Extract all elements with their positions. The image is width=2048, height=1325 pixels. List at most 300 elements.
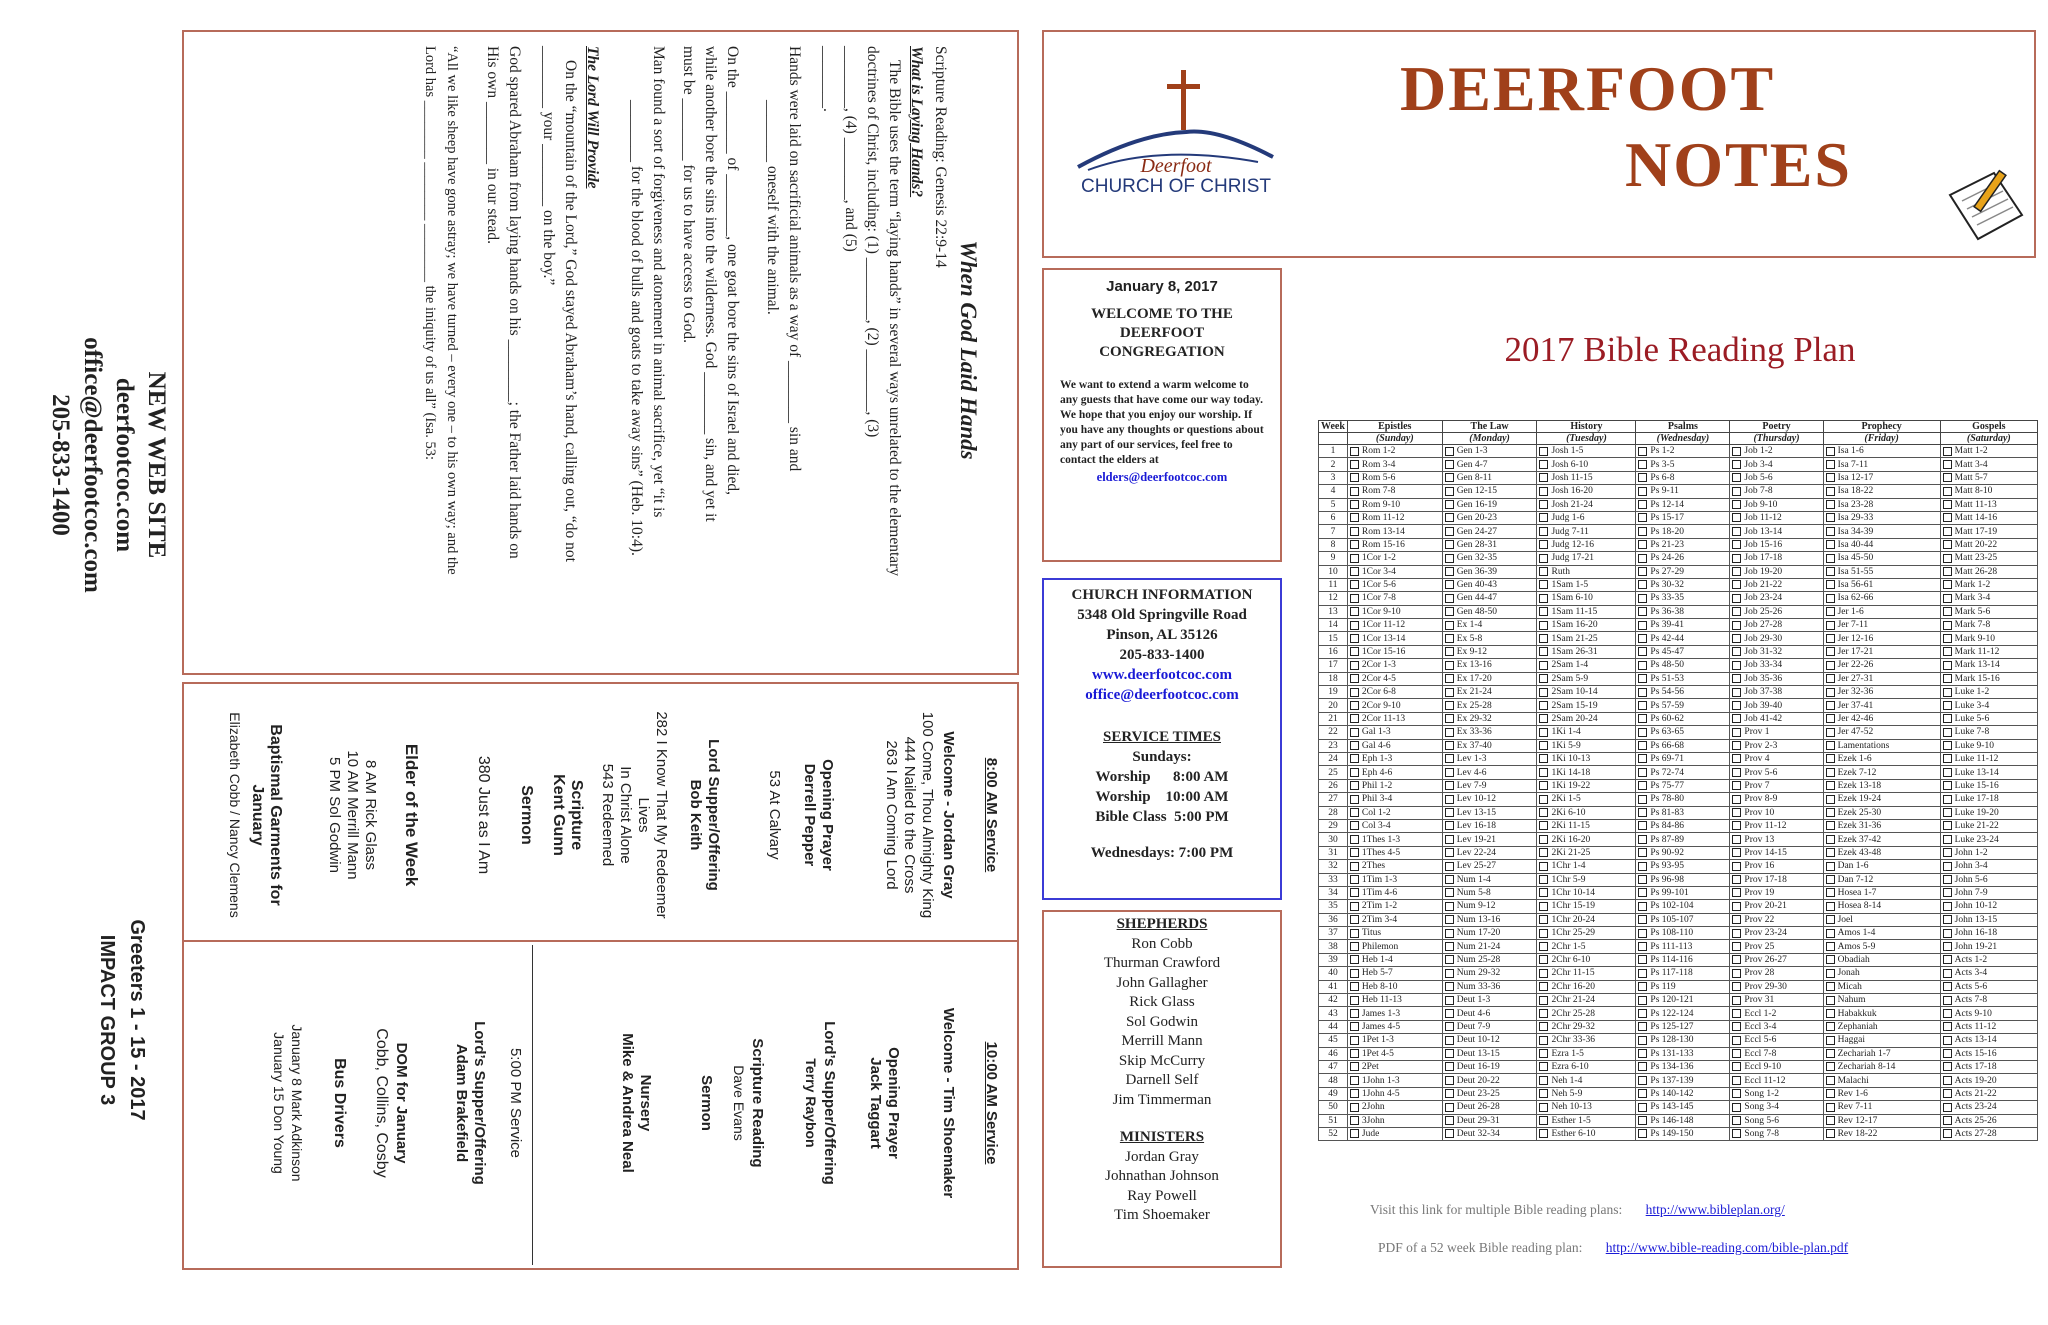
checkbox-icon[interactable]	[1943, 1129, 1952, 1138]
checkbox-icon[interactable]	[1732, 808, 1741, 817]
checkbox-icon[interactable]	[1350, 473, 1359, 482]
checkbox-icon[interactable]	[1638, 567, 1647, 576]
checkbox-icon[interactable]	[1826, 661, 1835, 670]
checkbox-icon[interactable]	[1826, 540, 1835, 549]
checkbox-icon[interactable]	[1539, 1103, 1548, 1112]
checkbox-icon[interactable]	[1445, 607, 1454, 616]
checkbox-icon[interactable]	[1445, 500, 1454, 509]
checkbox-icon[interactable]	[1350, 1062, 1359, 1071]
checkbox-icon[interactable]	[1638, 701, 1647, 710]
checkbox-icon[interactable]	[1826, 473, 1835, 482]
checkbox-icon[interactable]	[1943, 942, 1952, 951]
checkbox-icon[interactable]	[1943, 754, 1952, 763]
checkbox-icon[interactable]	[1732, 1009, 1741, 1018]
checkbox-icon[interactable]	[1445, 580, 1454, 589]
checkbox-icon[interactable]	[1943, 996, 1952, 1005]
checkbox-icon[interactable]	[1826, 1103, 1835, 1112]
checkbox-icon[interactable]	[1445, 473, 1454, 482]
checkbox-icon[interactable]	[1445, 1009, 1454, 1018]
checkbox-icon[interactable]	[1539, 1022, 1548, 1031]
checkbox-icon[interactable]	[1732, 955, 1741, 964]
checkbox-icon[interactable]	[1732, 540, 1741, 549]
checkbox-icon[interactable]	[1943, 808, 1952, 817]
checkbox-icon[interactable]	[1732, 795, 1741, 804]
checkbox-icon[interactable]	[1445, 835, 1454, 844]
checkbox-icon[interactable]	[1445, 1049, 1454, 1058]
checkbox-icon[interactable]	[1732, 741, 1741, 750]
checkbox-icon[interactable]	[1943, 902, 1952, 911]
checkbox-icon[interactable]	[1638, 580, 1647, 589]
checkbox-icon[interactable]	[1539, 513, 1548, 522]
info-email[interactable]: office@deerfootcoc.com	[1085, 687, 1239, 703]
checkbox-icon[interactable]	[1943, 634, 1952, 643]
checkbox-icon[interactable]	[1732, 500, 1741, 509]
checkbox-icon[interactable]	[1732, 1049, 1741, 1058]
checkbox-icon[interactable]	[1350, 688, 1359, 697]
checkbox-icon[interactable]	[1638, 862, 1647, 871]
checkbox-icon[interactable]	[1539, 955, 1548, 964]
checkbox-icon[interactable]	[1350, 1049, 1359, 1058]
checkbox-icon[interactable]	[1350, 554, 1359, 563]
checkbox-icon[interactable]	[1445, 741, 1454, 750]
checkbox-icon[interactable]	[1826, 513, 1835, 522]
checkbox-icon[interactable]	[1350, 527, 1359, 536]
checkbox-icon[interactable]	[1350, 835, 1359, 844]
checkbox-icon[interactable]	[1539, 768, 1548, 777]
checkbox-icon[interactable]	[1943, 513, 1952, 522]
checkbox-icon[interactable]	[1943, 594, 1952, 603]
checkbox-icon[interactable]	[1539, 835, 1548, 844]
checkbox-icon[interactable]	[1350, 607, 1359, 616]
checkbox-icon[interactable]	[1826, 835, 1835, 844]
checkbox-icon[interactable]	[1445, 567, 1454, 576]
checkbox-icon[interactable]	[1539, 647, 1548, 656]
checkbox-icon[interactable]	[1826, 580, 1835, 589]
checkbox-icon[interactable]	[1350, 781, 1359, 790]
checkbox-icon[interactable]	[1638, 621, 1647, 630]
checkbox-icon[interactable]	[1732, 1089, 1741, 1098]
checkbox-icon[interactable]	[1732, 929, 1741, 938]
checkbox-icon[interactable]	[1943, 1036, 1952, 1045]
checkbox-icon[interactable]	[1350, 540, 1359, 549]
checkbox-icon[interactable]	[1943, 527, 1952, 536]
checkbox-icon[interactable]	[1445, 688, 1454, 697]
checkbox-icon[interactable]	[1539, 929, 1548, 938]
checkbox-icon[interactable]	[1732, 821, 1741, 830]
checkbox-icon[interactable]	[1943, 621, 1952, 630]
checkbox-icon[interactable]	[1826, 554, 1835, 563]
checkbox-icon[interactable]	[1826, 996, 1835, 1005]
checkbox-icon[interactable]	[1943, 862, 1952, 871]
checkbox-icon[interactable]	[1943, 848, 1952, 857]
checkbox-icon[interactable]	[1732, 915, 1741, 924]
checkbox-icon[interactable]	[1445, 701, 1454, 710]
checkbox-icon[interactable]	[1539, 567, 1548, 576]
checkbox-icon[interactable]	[1445, 460, 1454, 469]
checkbox-icon[interactable]	[1826, 1089, 1835, 1098]
checkbox-icon[interactable]	[1943, 888, 1952, 897]
checkbox-icon[interactable]	[1826, 460, 1835, 469]
checkbox-icon[interactable]	[1638, 1076, 1647, 1085]
checkbox-icon[interactable]	[1732, 607, 1741, 616]
checkbox-icon[interactable]	[1539, 674, 1548, 683]
checkbox-icon[interactable]	[1732, 594, 1741, 603]
checkbox-icon[interactable]	[1943, 955, 1952, 964]
checkbox-icon[interactable]	[1943, 728, 1952, 737]
checkbox-icon[interactable]	[1350, 487, 1359, 496]
checkbox-icon[interactable]	[1445, 1076, 1454, 1085]
checkbox-icon[interactable]	[1826, 1049, 1835, 1058]
checkbox-icon[interactable]	[1445, 808, 1454, 817]
checkbox-icon[interactable]	[1638, 741, 1647, 750]
checkbox-icon[interactable]	[1638, 1062, 1647, 1071]
checkbox-icon[interactable]	[1350, 942, 1359, 951]
checkbox-icon[interactable]	[1445, 487, 1454, 496]
checkbox-icon[interactable]	[1445, 982, 1454, 991]
checkbox-icon[interactable]	[1350, 741, 1359, 750]
checkbox-icon[interactable]	[1943, 915, 1952, 924]
checkbox-icon[interactable]	[1445, 513, 1454, 522]
checkbox-icon[interactable]	[1638, 728, 1647, 737]
checkbox-icon[interactable]	[1539, 1116, 1548, 1125]
checkbox-icon[interactable]	[1638, 754, 1647, 763]
checkbox-icon[interactable]	[1943, 875, 1952, 884]
checkbox-icon[interactable]	[1826, 821, 1835, 830]
checkbox-icon[interactable]	[1445, 795, 1454, 804]
checkbox-icon[interactable]	[1638, 1036, 1647, 1045]
checkbox-icon[interactable]	[1350, 955, 1359, 964]
checkbox-icon[interactable]	[1638, 768, 1647, 777]
checkbox-icon[interactable]	[1732, 754, 1741, 763]
checkbox-icon[interactable]	[1732, 768, 1741, 777]
checkbox-icon[interactable]	[1638, 848, 1647, 857]
checkbox-icon[interactable]	[1445, 1089, 1454, 1098]
checkbox-icon[interactable]	[1732, 1062, 1741, 1071]
checkbox-icon[interactable]	[1539, 621, 1548, 630]
checkbox-icon[interactable]	[1943, 1022, 1952, 1031]
checkbox-icon[interactable]	[1445, 996, 1454, 1005]
checkbox-icon[interactable]	[1350, 460, 1359, 469]
checkbox-icon[interactable]	[1638, 661, 1647, 670]
checkbox-icon[interactable]	[1732, 888, 1741, 897]
checkbox-icon[interactable]	[1539, 795, 1548, 804]
checkbox-icon[interactable]	[1638, 929, 1647, 938]
checkbox-icon[interactable]	[1638, 554, 1647, 563]
checkbox-icon[interactable]	[1539, 487, 1548, 496]
checkbox-icon[interactable]	[1445, 661, 1454, 670]
checkbox-icon[interactable]	[1445, 969, 1454, 978]
checkbox-icon[interactable]	[1826, 1076, 1835, 1085]
checkbox-icon[interactable]	[1539, 821, 1548, 830]
checkbox-icon[interactable]	[1732, 1116, 1741, 1125]
checkbox-icon[interactable]	[1826, 848, 1835, 857]
checkbox-icon[interactable]	[1826, 862, 1835, 871]
checkbox-icon[interactable]	[1826, 942, 1835, 951]
checkbox-icon[interactable]	[1826, 1036, 1835, 1045]
checkbox-icon[interactable]	[1638, 688, 1647, 697]
checkbox-icon[interactable]	[1732, 647, 1741, 656]
checkbox-icon[interactable]	[1539, 741, 1548, 750]
checkbox-icon[interactable]	[1445, 714, 1454, 723]
checkbox-icon[interactable]	[1350, 661, 1359, 670]
checkbox-icon[interactable]	[1350, 768, 1359, 777]
checkbox-icon[interactable]	[1445, 554, 1454, 563]
checkbox-icon[interactable]	[1638, 473, 1647, 482]
checkbox-icon[interactable]	[1638, 1089, 1647, 1098]
checkbox-icon[interactable]	[1638, 902, 1647, 911]
checkbox-icon[interactable]	[1943, 580, 1952, 589]
checkbox-icon[interactable]	[1826, 567, 1835, 576]
checkbox-icon[interactable]	[1943, 647, 1952, 656]
checkbox-icon[interactable]	[1826, 500, 1835, 509]
checkbox-icon[interactable]	[1638, 714, 1647, 723]
checkbox-icon[interactable]	[1539, 634, 1548, 643]
checkbox-icon[interactable]	[1732, 1076, 1741, 1085]
checkbox-icon[interactable]	[1732, 661, 1741, 670]
checkbox-icon[interactable]	[1943, 460, 1952, 469]
checkbox-icon[interactable]	[1638, 647, 1647, 656]
checkbox-icon[interactable]	[1350, 821, 1359, 830]
checkbox-icon[interactable]	[1732, 701, 1741, 710]
checkbox-icon[interactable]	[1943, 567, 1952, 576]
checkbox-icon[interactable]	[1539, 875, 1548, 884]
checkbox-icon[interactable]	[1445, 647, 1454, 656]
checkbox-icon[interactable]	[1732, 580, 1741, 589]
checkbox-icon[interactable]	[1638, 1129, 1647, 1138]
checkbox-icon[interactable]	[1445, 888, 1454, 897]
checkbox-icon[interactable]	[1350, 754, 1359, 763]
checkbox-icon[interactable]	[1539, 1036, 1548, 1045]
checkbox-icon[interactable]	[1539, 902, 1548, 911]
checkbox-icon[interactable]	[1732, 902, 1741, 911]
checkbox-icon[interactable]	[1732, 473, 1741, 482]
checkbox-icon[interactable]	[1539, 500, 1548, 509]
checkbox-icon[interactable]	[1826, 688, 1835, 697]
checkbox-icon[interactable]	[1350, 701, 1359, 710]
checkbox-icon[interactable]	[1539, 473, 1548, 482]
checkbox-icon[interactable]	[1943, 821, 1952, 830]
checkbox-icon[interactable]	[1539, 915, 1548, 924]
checkbox-icon[interactable]	[1943, 1049, 1952, 1058]
checkbox-icon[interactable]	[1445, 781, 1454, 790]
checkbox-icon[interactable]	[1732, 835, 1741, 844]
checkbox-icon[interactable]	[1943, 447, 1952, 456]
checkbox-icon[interactable]	[1943, 661, 1952, 670]
checkbox-icon[interactable]	[1826, 795, 1835, 804]
checkbox-icon[interactable]	[1539, 982, 1548, 991]
checkbox-icon[interactable]	[1445, 1116, 1454, 1125]
checkbox-icon[interactable]	[1350, 728, 1359, 737]
checkbox-icon[interactable]	[1943, 1103, 1952, 1112]
checkbox-icon[interactable]	[1638, 594, 1647, 603]
checkbox-icon[interactable]	[1732, 674, 1741, 683]
checkbox-icon[interactable]	[1732, 527, 1741, 536]
checkbox-icon[interactable]	[1943, 1062, 1952, 1071]
checkbox-icon[interactable]	[1350, 1089, 1359, 1098]
checkbox-icon[interactable]	[1826, 955, 1835, 964]
checkbox-icon[interactable]	[1539, 862, 1548, 871]
checkbox-icon[interactable]	[1943, 554, 1952, 563]
checkbox-icon[interactable]	[1445, 902, 1454, 911]
checkbox-icon[interactable]	[1943, 982, 1952, 991]
checkbox-icon[interactable]	[1350, 982, 1359, 991]
checkbox-icon[interactable]	[1638, 955, 1647, 964]
checkbox-icon[interactable]	[1826, 1116, 1835, 1125]
checkbox-icon[interactable]	[1350, 674, 1359, 683]
checkbox-icon[interactable]	[1943, 781, 1952, 790]
checkbox-icon[interactable]	[1826, 621, 1835, 630]
checkbox-icon[interactable]	[1943, 835, 1952, 844]
checkbox-icon[interactable]	[1350, 915, 1359, 924]
checkbox-icon[interactable]	[1638, 487, 1647, 496]
checkbox-icon[interactable]	[1732, 969, 1741, 978]
checkbox-icon[interactable]	[1350, 969, 1359, 978]
checkbox-icon[interactable]	[1445, 1129, 1454, 1138]
checkbox-icon[interactable]	[1350, 1103, 1359, 1112]
checkbox-icon[interactable]	[1539, 942, 1548, 951]
checkbox-icon[interactable]	[1826, 594, 1835, 603]
checkbox-icon[interactable]	[1826, 527, 1835, 536]
checkbox-icon[interactable]	[1445, 527, 1454, 536]
checkbox-icon[interactable]	[1350, 1009, 1359, 1018]
checkbox-icon[interactable]	[1539, 969, 1548, 978]
checkbox-icon[interactable]	[1826, 634, 1835, 643]
checkbox-icon[interactable]	[1350, 1076, 1359, 1085]
checkbox-icon[interactable]	[1539, 1076, 1548, 1085]
checkbox-icon[interactable]	[1350, 447, 1359, 456]
checkbox-icon[interactable]	[1539, 1049, 1548, 1058]
checkbox-icon[interactable]	[1732, 1103, 1741, 1112]
checkbox-icon[interactable]	[1943, 1076, 1952, 1085]
checkbox-icon[interactable]	[1826, 1129, 1835, 1138]
checkbox-icon[interactable]	[1539, 540, 1548, 549]
checkbox-icon[interactable]	[1350, 567, 1359, 576]
checkbox-icon[interactable]	[1445, 955, 1454, 964]
checkbox-icon[interactable]	[1539, 1062, 1548, 1071]
checkbox-icon[interactable]	[1732, 1036, 1741, 1045]
checkbox-icon[interactable]	[1826, 714, 1835, 723]
checkbox-icon[interactable]	[1638, 781, 1647, 790]
checkbox-icon[interactable]	[1638, 888, 1647, 897]
checkbox-icon[interactable]	[1539, 781, 1548, 790]
checkbox-icon[interactable]	[1445, 594, 1454, 603]
checkbox-icon[interactable]	[1826, 915, 1835, 924]
checkbox-icon[interactable]	[1638, 447, 1647, 456]
checkbox-icon[interactable]	[1539, 688, 1548, 697]
checkbox-icon[interactable]	[1350, 647, 1359, 656]
checkbox-icon[interactable]	[1826, 607, 1835, 616]
checkbox-icon[interactable]	[1826, 888, 1835, 897]
checkbox-icon[interactable]	[1732, 875, 1741, 884]
checkbox-icon[interactable]	[1943, 795, 1952, 804]
checkbox-icon[interactable]	[1943, 1009, 1952, 1018]
checkbox-icon[interactable]	[1445, 1062, 1454, 1071]
checkbox-icon[interactable]	[1943, 487, 1952, 496]
checkbox-icon[interactable]	[1350, 621, 1359, 630]
checkbox-icon[interactable]	[1826, 487, 1835, 496]
checkbox-icon[interactable]	[1539, 1129, 1548, 1138]
checkbox-icon[interactable]	[1638, 996, 1647, 1005]
checkbox-icon[interactable]	[1638, 808, 1647, 817]
checkbox-icon[interactable]	[1445, 674, 1454, 683]
checkbox-icon[interactable]	[1943, 969, 1952, 978]
checkbox-icon[interactable]	[1638, 513, 1647, 522]
checkbox-icon[interactable]	[1445, 821, 1454, 830]
checkbox-icon[interactable]	[1539, 554, 1548, 563]
checkbox-icon[interactable]	[1539, 661, 1548, 670]
checkbox-icon[interactable]	[1350, 1036, 1359, 1045]
checkbox-icon[interactable]	[1732, 460, 1741, 469]
checkbox-icon[interactable]	[1826, 1022, 1835, 1031]
checkbox-icon[interactable]	[1638, 1049, 1647, 1058]
checkbox-icon[interactable]	[1445, 754, 1454, 763]
checkbox-icon[interactable]	[1826, 1009, 1835, 1018]
checkbox-icon[interactable]	[1539, 728, 1548, 737]
checkbox-icon[interactable]	[1539, 607, 1548, 616]
checkbox-icon[interactable]	[1826, 982, 1835, 991]
checkbox-icon[interactable]	[1638, 942, 1647, 951]
checkbox-icon[interactable]	[1638, 1022, 1647, 1031]
checkbox-icon[interactable]	[1445, 634, 1454, 643]
checkbox-icon[interactable]	[1826, 808, 1835, 817]
checkbox-icon[interactable]	[1638, 1009, 1647, 1018]
checkbox-icon[interactable]	[1732, 567, 1741, 576]
checkbox-icon[interactable]	[1539, 460, 1548, 469]
checkbox-icon[interactable]	[1350, 1022, 1359, 1031]
checkbox-icon[interactable]	[1826, 781, 1835, 790]
checkbox-icon[interactable]	[1445, 848, 1454, 857]
checkbox-icon[interactable]	[1638, 460, 1647, 469]
checkbox-icon[interactable]	[1732, 848, 1741, 857]
checkbox-icon[interactable]	[1732, 1129, 1741, 1138]
checkbox-icon[interactable]	[1539, 594, 1548, 603]
checkbox-icon[interactable]	[1350, 580, 1359, 589]
checkbox-icon[interactable]	[1732, 942, 1741, 951]
checkbox-icon[interactable]	[1943, 929, 1952, 938]
checkbox-icon[interactable]	[1732, 862, 1741, 871]
checkbox-icon[interactable]	[1638, 875, 1647, 884]
checkbox-icon[interactable]	[1445, 862, 1454, 871]
checkbox-icon[interactable]	[1826, 754, 1835, 763]
checkbox-icon[interactable]	[1350, 1129, 1359, 1138]
checkbox-icon[interactable]	[1826, 741, 1835, 750]
checkbox-icon[interactable]	[1350, 1116, 1359, 1125]
checkbox-icon[interactable]	[1539, 848, 1548, 857]
checkbox-icon[interactable]	[1826, 1062, 1835, 1071]
checkbox-icon[interactable]	[1943, 473, 1952, 482]
checkbox-icon[interactable]	[1539, 1089, 1548, 1098]
checkbox-icon[interactable]	[1350, 848, 1359, 857]
checkbox-icon[interactable]	[1638, 982, 1647, 991]
checkbox-icon[interactable]	[1350, 634, 1359, 643]
checkbox-icon[interactable]	[1732, 487, 1741, 496]
checkbox-icon[interactable]	[1943, 607, 1952, 616]
checkbox-icon[interactable]	[1445, 915, 1454, 924]
checkbox-icon[interactable]	[1445, 875, 1454, 884]
checkbox-icon[interactable]	[1350, 862, 1359, 871]
checkbox-icon[interactable]	[1943, 540, 1952, 549]
checkbox-icon[interactable]	[1445, 942, 1454, 951]
checkbox-icon[interactable]	[1350, 996, 1359, 1005]
checkbox-icon[interactable]	[1943, 741, 1952, 750]
checkbox-icon[interactable]	[1350, 929, 1359, 938]
checkbox-icon[interactable]	[1826, 728, 1835, 737]
checkbox-icon[interactable]	[1732, 621, 1741, 630]
checkbox-icon[interactable]	[1638, 1116, 1647, 1125]
plan-link2-url[interactable]: http://www.bible-reading.com/bible-plan.pdf	[1605, 1240, 1849, 1255]
checkbox-icon[interactable]	[1826, 647, 1835, 656]
checkbox-icon[interactable]	[1350, 714, 1359, 723]
